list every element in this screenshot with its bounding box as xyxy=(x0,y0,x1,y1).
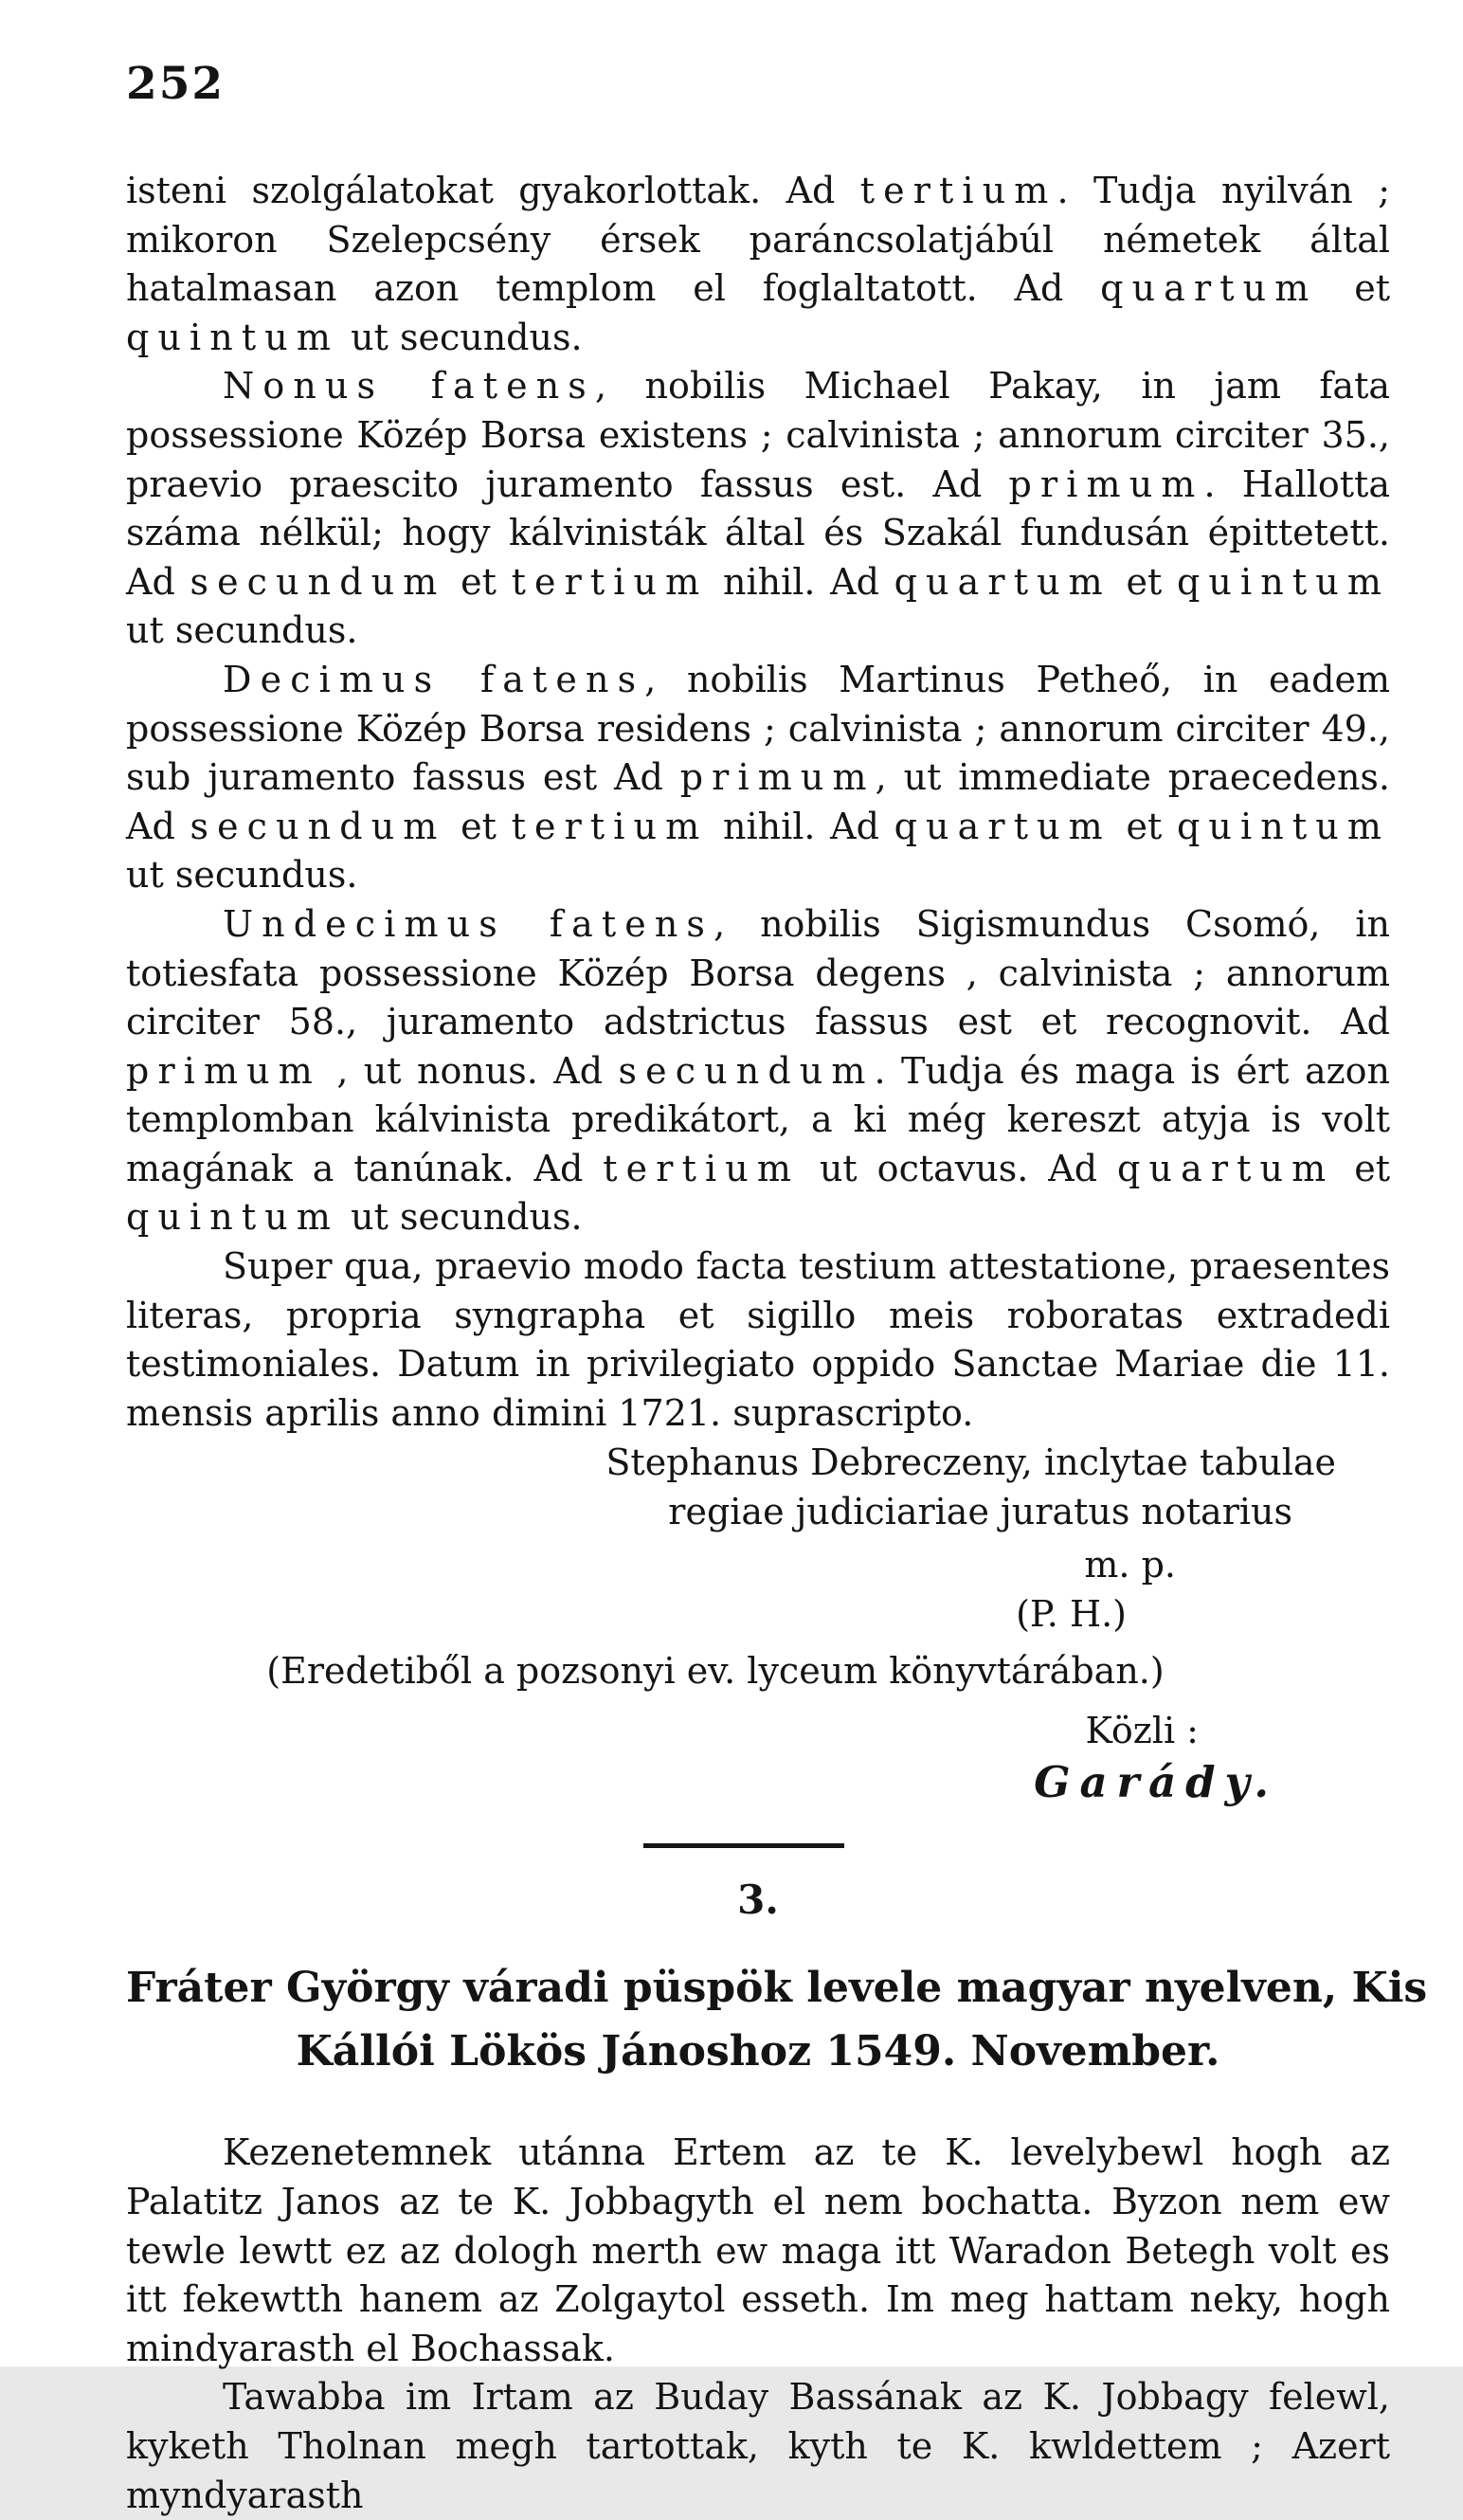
text-run: et xyxy=(445,560,512,603)
spaced-text-run: secundum xyxy=(618,1049,875,1092)
text-run: ut secundus. xyxy=(126,854,358,897)
signature-block xyxy=(126,1438,1390,1639)
paragraph xyxy=(126,1242,1390,1438)
text-run: . Hallotta száma nélkül; hogy kálvinisták által és Szakál fundusán épittetett. Ad xyxy=(126,462,1390,603)
signature-seal-mark: (P. H.) xyxy=(1016,1593,1127,1636)
spaced-text-run: secundum xyxy=(190,560,446,603)
contributor-name: Garády. xyxy=(1034,1757,1278,1808)
spaced-text-run: tertium xyxy=(511,560,709,603)
spaced-text-run: Undecimus fatens xyxy=(223,902,714,945)
spaced-text-run: quintum xyxy=(126,1196,340,1239)
text-run: et xyxy=(445,805,512,847)
letter-title-line-1: Fráter György váradi püspök levele magyar nyelven, Kis xyxy=(126,1964,1428,2013)
paragraph xyxy=(126,2129,1390,2373)
section-number: 3. xyxy=(737,1876,779,1924)
spaced-text-run: quintum xyxy=(1176,805,1391,847)
spaced-text-run: primum xyxy=(679,756,876,799)
spaced-text-run: quartum xyxy=(894,560,1111,603)
text-run: ut secundus. xyxy=(339,1196,583,1239)
text-run: nihil. Ad xyxy=(708,805,894,847)
text-run: ut secundus. xyxy=(339,316,583,358)
text-run: , nobilis Michael Pakay, in jam fata possessione Közép Borsa existens ; calvinista ; annorum circiter 35., praevio praescito juramento fassus est. Ad xyxy=(126,365,1390,505)
signature-manu-propria: m. p. xyxy=(1084,1544,1176,1586)
text-run: Super qua, praevio modo facta testium attestatione, praesentes literas, propria syngrapha et sigillo meis roboratas extradedi testimoniales. Datum in privilegiato oppido Sanctae Mariae die 11. mensis aprilis anno dimini 1721. suprascripto. xyxy=(126,1245,1390,1434)
paragraph xyxy=(126,167,1390,362)
text-run: nihil. Ad xyxy=(708,560,894,603)
text-run: ut octavus. Ad xyxy=(799,1147,1118,1189)
spaced-text-run: quartum xyxy=(1117,1147,1335,1189)
paragraph xyxy=(126,656,1390,900)
text-run: ut secundus. xyxy=(126,609,358,652)
testimony-text-block xyxy=(126,167,1390,1438)
spaced-text-run: Nonus fatens xyxy=(223,365,595,408)
source-note: (Eredetiből a pozsonyi ev. lyceum könyvtárában.) xyxy=(266,1650,1165,1693)
letter-title xyxy=(126,1956,1428,2083)
text-run: Tawabba im Irtam az Buday Bassának az K. Jobbagy felewl, kyketh Tholnan megh tartottak, kyth te K. kwldettem ; Azert myndyarasth xyxy=(126,2376,1390,2516)
text-run: et xyxy=(1111,560,1177,603)
spaced-text-run: tertium xyxy=(859,170,1057,211)
spaced-text-run: Decimus fatens xyxy=(223,658,645,700)
text-run: et xyxy=(1334,1147,1391,1189)
signature-title: regiae judiciariae juratus notarius xyxy=(668,1491,1292,1533)
spaced-text-run: quintum xyxy=(126,316,340,358)
text-run: . Tudja nyilván ; mikoron Szelepcsény érsek paráncsolatjábúl németek által hatalmasan azon templom el foglaltatott. Ad xyxy=(126,170,1390,310)
paragraph xyxy=(126,2373,1390,2520)
page-number: 252 xyxy=(126,58,226,110)
spaced-text-run: secundum xyxy=(190,805,446,847)
spaced-text-run: tertium xyxy=(603,1147,800,1189)
text-run: , ut immediate praecedens. Ad xyxy=(126,756,1391,847)
spaced-text-run: primum xyxy=(1008,462,1204,505)
spaced-text-run: quartum xyxy=(1100,267,1318,310)
paragraph xyxy=(126,900,1390,1242)
spaced-text-run: quintum xyxy=(1176,560,1391,603)
text-run: et xyxy=(1317,267,1390,310)
section-divider xyxy=(643,1843,844,1848)
spaced-text-run: primum xyxy=(126,1049,321,1092)
text-run: , nobilis Martinus Petheő, in eadem possessione Közép Borsa residens ; calvinista ; annorum circiter 49., sub juramento fassus est Ad xyxy=(126,658,1390,799)
text-run: isteni szolgálatokat gyakorlottak. Ad xyxy=(126,170,860,211)
letter-text-block xyxy=(126,2129,1390,2520)
signature-name: Stephanus Debreczeny, inclytae tabulae xyxy=(605,1441,1336,1484)
text-run: , nobilis Sigismundus Csomó, in totiesfata possessione Közép Borsa degens , calvinista ; annorum circiter 58., juramento adstrictus fassus est et recognovit. Ad xyxy=(126,902,1390,1043)
text-run: , ut nonus. Ad xyxy=(320,1049,619,1092)
letter-title-line-2: Kállói Lökös Jánoshoz 1549. November. xyxy=(296,2027,1220,2076)
spaced-text-run: quartum xyxy=(894,805,1111,847)
text-run: Kezenetemnek utánna Ertem az te K. levelybewl hogh az Palatitz Janos az te K. Jobbagyth el nem bochatta. Byzon nem ew tewle lewtt ez az dologh merth ew maga itt Waradon Betegh volt es itt fekewtth hanem az Zolgaytol esseth. Im meg hattam neky, hogh mindyarasth el Bochassak. xyxy=(126,2131,1390,2369)
spaced-text-run: tertium xyxy=(511,805,709,847)
paragraph xyxy=(126,362,1390,656)
contributor-label: Közli : xyxy=(1085,1710,1199,1752)
text-run: et xyxy=(1111,805,1177,847)
text-run: . Tudja és maga is ért azon templomban kálvinista predikátort, a ki még kereszt atyja is volt magának a tanúnak. Ad xyxy=(126,1049,1390,1189)
